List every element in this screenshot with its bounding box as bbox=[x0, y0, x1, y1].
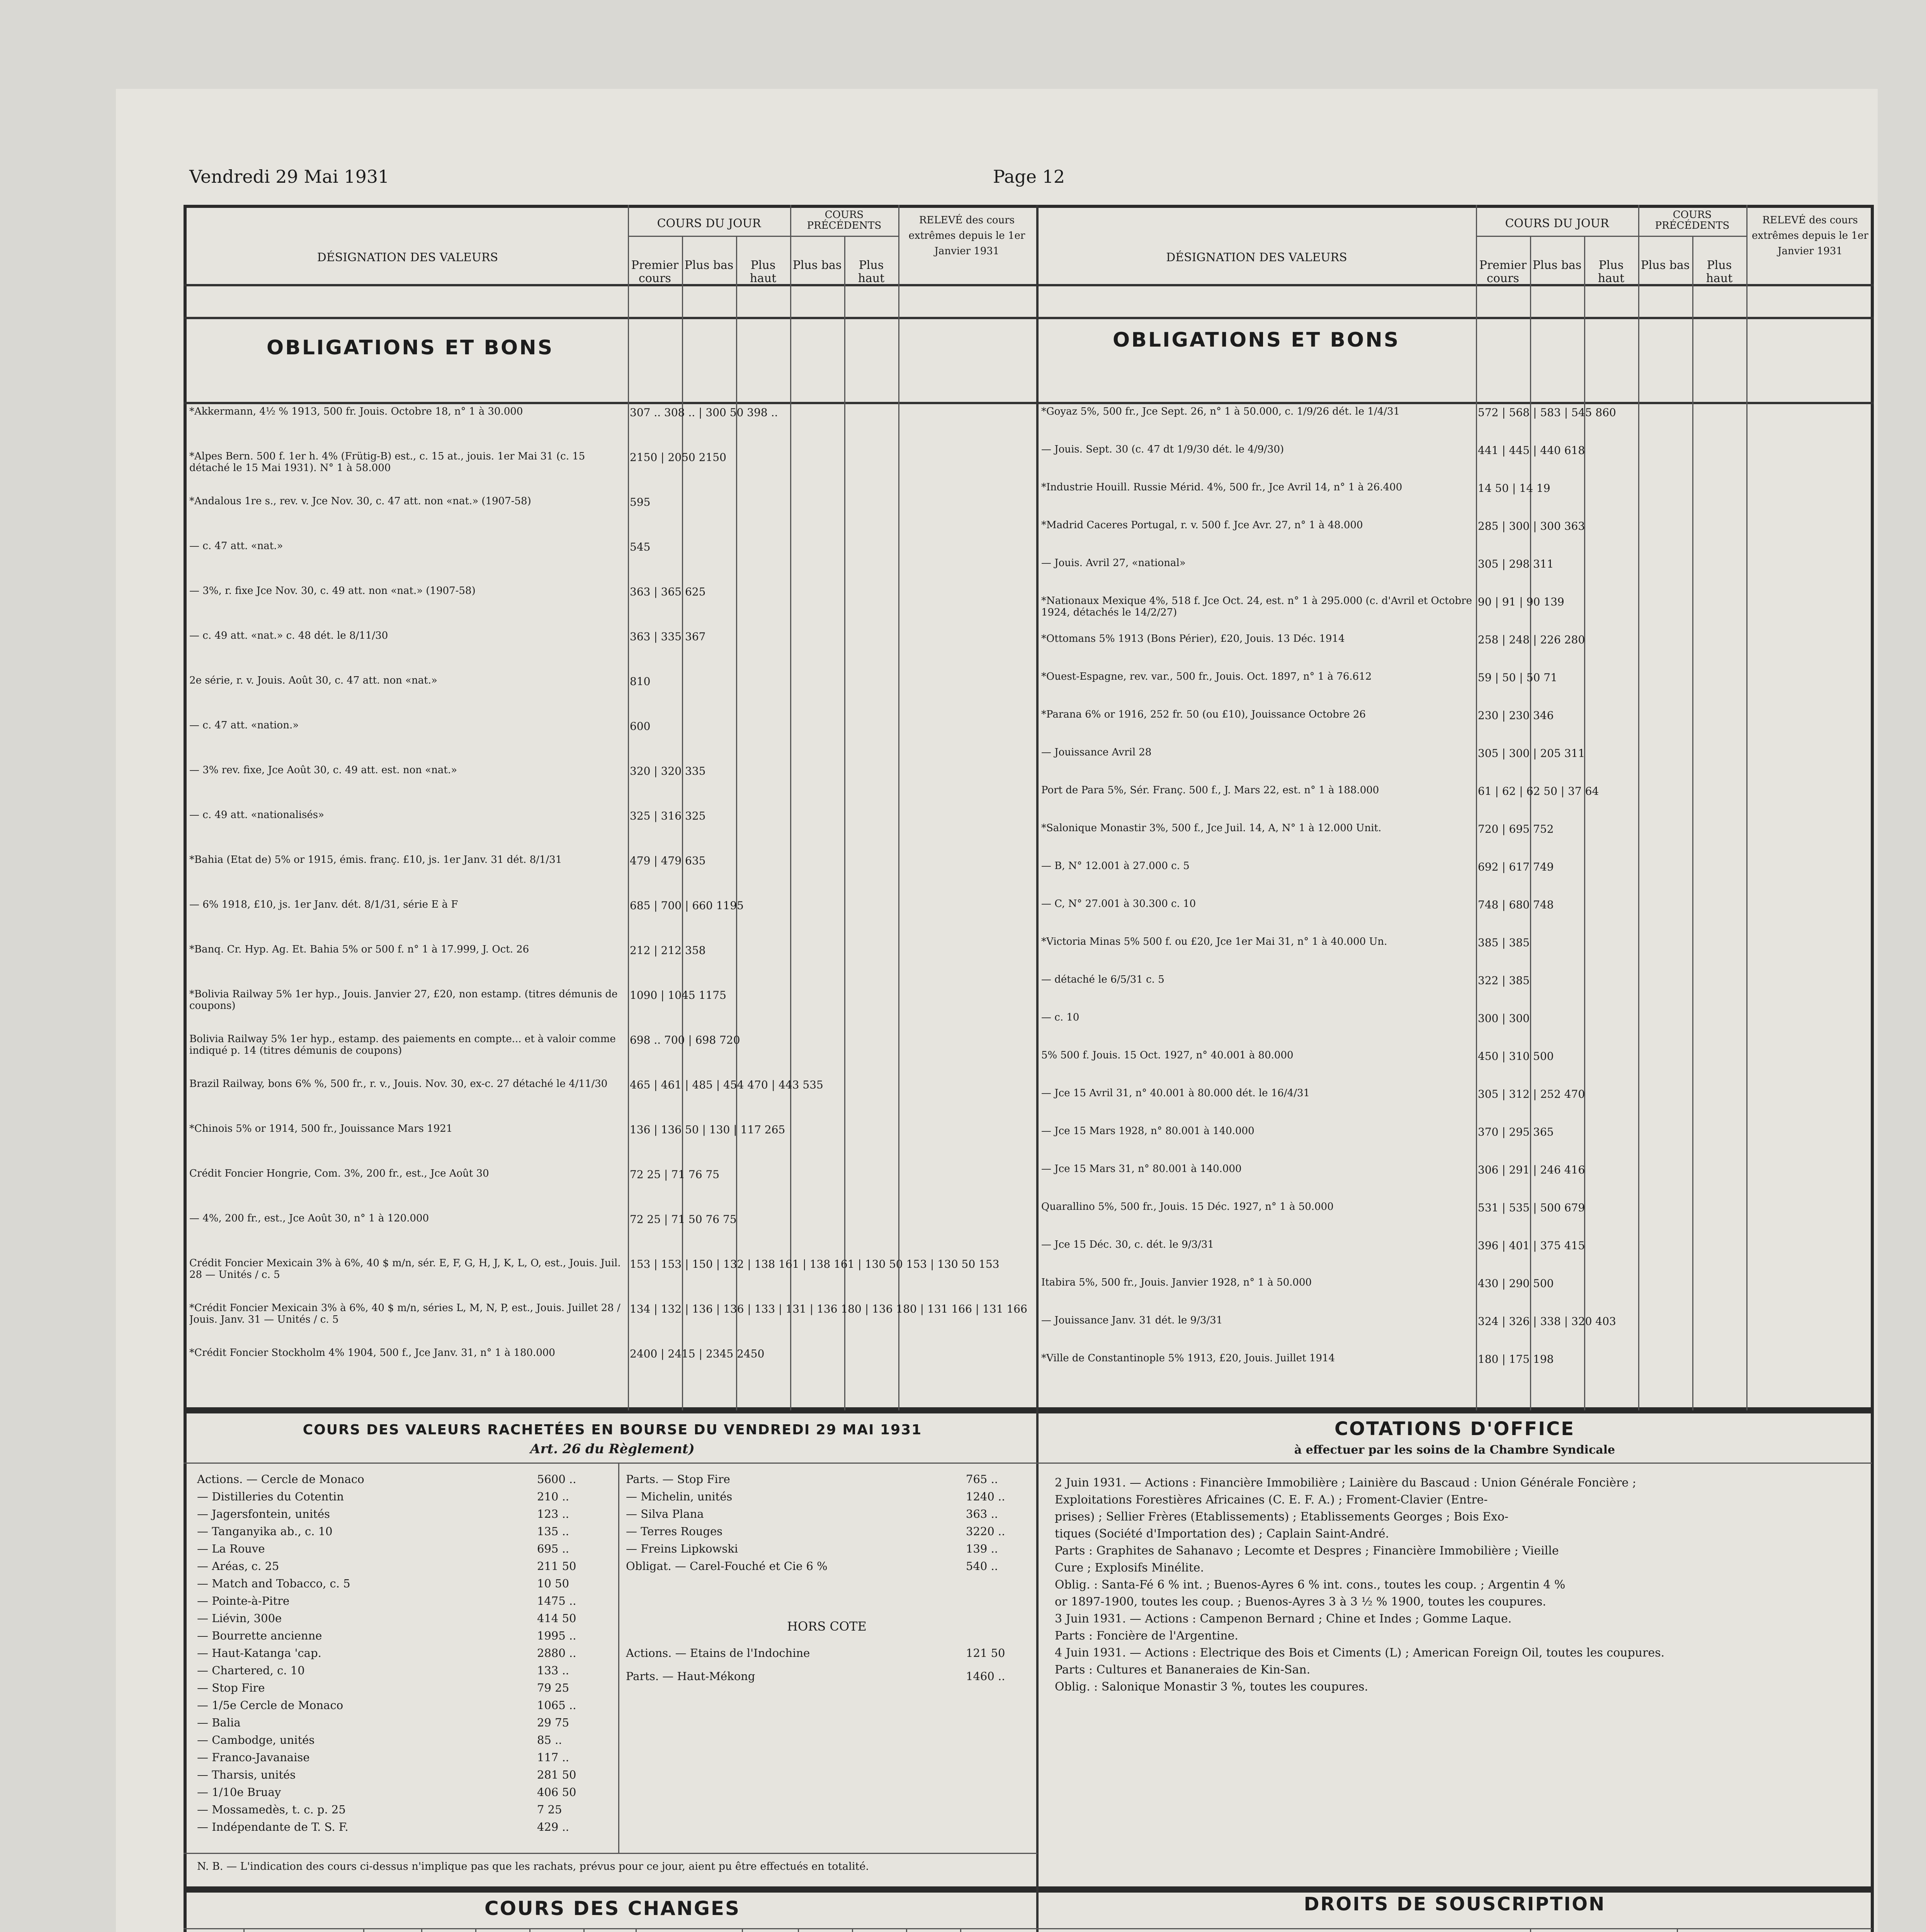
col-prec-haut-right: Plus haut bbox=[1706, 259, 1733, 285]
col-premier-right: Premier cours bbox=[1479, 259, 1527, 285]
list-item-label: Actions. — Etains de l'Indochine bbox=[626, 1646, 810, 1660]
list-item-label: — Balia bbox=[197, 1716, 241, 1729]
obligation-name: *Ville de Constantinople 5% 1913, £20, Jouis. Juillet 1914 bbox=[1041, 1352, 1335, 1364]
col-premier: Premier cours bbox=[631, 259, 679, 285]
obligation-name: — c. 47 att. «nat.» bbox=[189, 540, 283, 552]
col-prec-haut: Plus haut bbox=[858, 259, 885, 285]
list-item-label: — 1/5e Cercle de Monaco bbox=[197, 1699, 343, 1712]
obligation-values: 545 bbox=[630, 541, 651, 553]
obligation-values: 572 | 568 | 583 | 545 860 bbox=[1478, 406, 1616, 419]
list-item-value: 1240 .. bbox=[966, 1490, 1005, 1503]
obligation-name: — Jouis. Sept. 30 (c. 47 dt 1/9/30 dét. le 4/9/30) bbox=[1041, 444, 1284, 455]
office-line: 4 Juin 1931. — Actions : Electrique des Bois et Ciments (L) ; American Foreign Oil, toutes les coupures. bbox=[1055, 1646, 1665, 1660]
list-item-value: 281 50 bbox=[537, 1768, 576, 1781]
obligation-values: 59 | 50 | 50 71 bbox=[1478, 671, 1557, 684]
rule bbox=[1037, 1928, 1872, 1929]
obligation-name: — Jouissance Avril 28 bbox=[1041, 747, 1152, 758]
col-line bbox=[906, 1928, 907, 1932]
obligation-values: 307 .. 308 .. | 300 50 398 .. bbox=[630, 406, 778, 419]
obligation-name: *Madrid Caceres Portugal, r. v. 500 f. Jce Avr. 27, n° 1 à 48.000 bbox=[1041, 519, 1363, 531]
obligation-name: *Parana 6% or 1916, 252 fr. 50 (ou £10), Jouissance Octobre 26 bbox=[1041, 709, 1366, 720]
obligation-values: 258 | 248 | 226 280 bbox=[1478, 633, 1585, 646]
list-item-value: 117 .. bbox=[537, 1751, 569, 1764]
obligation-name: *Nationaux Mexique 4%, 518 f. Jce Oct. 24, est. n° 1 à 295.000 (c. d'Avril et Octobre 1924, détachés le 14/2/27) bbox=[1041, 595, 1472, 618]
list-item-value: 414 50 bbox=[537, 1612, 576, 1625]
column-divider bbox=[1036, 1410, 1039, 1889]
obligation-values: 230 | 230 346 bbox=[1478, 709, 1554, 722]
list-item-label: — La Rouve bbox=[197, 1542, 265, 1555]
obligation-values: 698 .. 700 | 698 720 bbox=[630, 1034, 740, 1046]
obligation-name: — Jouis. Avril 27, «national» bbox=[1041, 557, 1186, 569]
obligation-name: — détaché le 6/5/31 c. 5 bbox=[1041, 974, 1164, 985]
col-line bbox=[636, 1928, 637, 1932]
col-line bbox=[1677, 1928, 1678, 1932]
list-item-value: 79 25 bbox=[537, 1681, 569, 1694]
obligation-values: 305 | 298 311 bbox=[1478, 558, 1554, 570]
obligation-values: 325 | 316 325 bbox=[630, 810, 706, 822]
newspaper-page bbox=[116, 89, 1878, 1932]
rachetees-title: COURS DES VALEURS RACHETÉES EN BOURSE DU VENDREDI 29 MAI 1931 bbox=[303, 1422, 922, 1438]
obligation-values: 363 | 335 367 bbox=[630, 630, 706, 643]
obligation-name: *Akkermann, 4½ % 1913, 500 fr. Jouis. Octobre 18, n° 1 à 30.000 bbox=[189, 406, 523, 417]
col-line bbox=[243, 1928, 245, 1932]
office-line: Oblig. : Santa-Fé 6 % int. ; Buenos-Ayres 6 % int. cons., toutes les coup. ; Argentin 4 % bbox=[1055, 1578, 1566, 1592]
office-line: Parts : Graphites de Sahanavo ; Lecomte et Despres ; Financière Immobilière ; Vieille bbox=[1055, 1544, 1559, 1558]
obligation-values: 441 | 445 | 440 618 bbox=[1478, 444, 1585, 457]
page-number: Page 12 bbox=[993, 166, 1065, 187]
list-item-label: — Terres Rouges bbox=[626, 1525, 723, 1538]
obligation-values: 810 bbox=[630, 675, 651, 688]
obligation-name: *Crédit Foncier Stockholm 4% 1904, 500 f., Jce Janv. 31, n° 1 à 180.000 bbox=[189, 1347, 555, 1359]
office-line: tiques (Société d'Importation des) ; Caplain Saint-André. bbox=[1055, 1527, 1389, 1541]
page-date: Vendredi 29 Mai 1931 bbox=[189, 166, 389, 187]
col-designation: DÉSIGNATION DES VALEURS bbox=[317, 251, 498, 264]
obligation-values: 396 | 401 | 375 415 bbox=[1478, 1239, 1585, 1252]
obligation-name: — Jce 15 Avril 31, n° 40.001 à 80.000 dét. le 16/4/31 bbox=[1041, 1087, 1310, 1099]
left-obligations-list bbox=[189, 406, 1034, 1406]
obligation-name: *Banq. Cr. Hyp. Ag. Et. Bahia 5% or 500 f. n° 1 à 17.999, J. Oct. 26 bbox=[189, 944, 529, 955]
list-item-label: — Franco-Javanaise bbox=[197, 1751, 310, 1764]
list-item-label: Obligat. — Carel-Fouché et Cie 6 % bbox=[626, 1560, 828, 1573]
obligation-name: Crédit Foncier Hongrie, Com. 3%, 200 fr., est., Jce Août 30 bbox=[189, 1168, 489, 1179]
col-line bbox=[628, 236, 898, 237]
list-item-label: — Tanganyika ab., c. 10 bbox=[197, 1525, 333, 1538]
obligation-values: 720 | 695 752 bbox=[1478, 823, 1554, 835]
list-item-value: 765 .. bbox=[966, 1473, 998, 1486]
obligation-values: 322 | 385 bbox=[1478, 974, 1530, 987]
list-item-value: 3220 .. bbox=[966, 1525, 1005, 1538]
col-line bbox=[529, 1928, 530, 1932]
office-line: Oblig. : Salonique Monastir 3 %, toutes les coupures. bbox=[1055, 1680, 1368, 1694]
list-item-label: Actions. — Cercle de Monaco bbox=[197, 1473, 364, 1486]
office-line: 2 Juin 1931. — Actions : Financière Immobilière ; Lainière du Bascaud : Union Générale Foncière ; bbox=[1055, 1476, 1636, 1490]
office-line: or 1897-1900, toutes les coup. ; Buenos-Ayres 3 à 3 ½ % 1900, toutes les coupures. bbox=[1055, 1595, 1546, 1609]
obligation-values: 306 | 291 | 246 416 bbox=[1478, 1163, 1585, 1176]
list-item-label: — Distilleries du Cotentin bbox=[197, 1490, 344, 1503]
obligation-values: 430 | 290 500 bbox=[1478, 1277, 1554, 1290]
list-item-value: 211 50 bbox=[537, 1560, 576, 1573]
obligation-name: — 3% rev. fixe, Jce Août 30, c. 49 att. est. non «nat.» bbox=[189, 764, 457, 776]
list-item-value: 135 .. bbox=[537, 1525, 569, 1538]
list-item-label: — Stop Fire bbox=[197, 1681, 265, 1694]
obligation-name: 2e série, r. v. Jouis. Août 30, c. 47 att. non «nat.» bbox=[189, 675, 437, 686]
obligation-values: 324 | 326 | 338 | 320 403 bbox=[1478, 1315, 1616, 1328]
obligation-name: — Jce 15 Déc. 30, c. dét. le 9/3/31 bbox=[1041, 1239, 1214, 1250]
list-item-label: — Liévin, 300e bbox=[197, 1612, 282, 1625]
col-line bbox=[960, 1928, 961, 1932]
list-item-value: 406 50 bbox=[537, 1786, 576, 1799]
office-line: 3 Juin 1931. — Actions : Campenon Bernard ; Chine et Indes ; Gomme Laque. bbox=[1055, 1612, 1512, 1626]
obligation-values: 479 | 479 635 bbox=[630, 854, 706, 867]
col-line bbox=[475, 1928, 476, 1932]
obligation-name: *Industrie Houill. Russie Mérid. 4%, 500 fr., Jce Avril 14, n° 1 à 26.400 bbox=[1041, 481, 1402, 493]
list-item-value: 121 50 bbox=[966, 1646, 1005, 1660]
obligation-values: 370 | 295 365 bbox=[1478, 1126, 1554, 1138]
office-subtitle: à effectuer par les soins de la Chambre Syndicale bbox=[1294, 1443, 1615, 1457]
list-item-value: 429 .. bbox=[537, 1820, 569, 1833]
obligation-name: *Ouest-Espagne, rev. var., 500 fr., Jouis. Oct. 1897, n° 1 à 76.612 bbox=[1041, 671, 1372, 682]
list-item-value: 540 .. bbox=[966, 1560, 998, 1573]
list-item-value: 85 .. bbox=[537, 1733, 562, 1747]
obligation-values: 320 | 320 335 bbox=[630, 765, 706, 777]
list-item-value: 139 .. bbox=[966, 1542, 998, 1555]
col-bas-right: Plus bas bbox=[1532, 259, 1582, 272]
col-line bbox=[421, 1928, 422, 1932]
obligation-values: 363 | 365 625 bbox=[630, 585, 706, 598]
obligation-values: 600 bbox=[630, 720, 651, 733]
souscription-title: DROITS DE SOUSCRIPTION bbox=[1304, 1893, 1606, 1915]
rule bbox=[184, 1463, 1037, 1464]
obligation-name: Bolivia Railway 5% 1er hyp., estamp. des paiements en compte... et à valoir comme indiqué p. 14 (titres démunis de coupons) bbox=[189, 1033, 616, 1056]
obligation-values: 153 | 153 | 150 | 132 | 138 161 | 138 161 | 130 50 153 | 130 50 153 bbox=[630, 1258, 1000, 1270]
obligation-name: Crédit Foncier Mexicain 3% à 6%, 40 $ m/n, sér. E, F, G, H, J, K, L, O, est., Jouis. Juil. 28 — Unités / c. 5 bbox=[189, 1257, 621, 1281]
list-item-label: — Cambodge, unités bbox=[197, 1733, 315, 1747]
list-item-value: 363 .. bbox=[966, 1507, 998, 1520]
office-line: Cure ; Explosifs Minélite. bbox=[1055, 1561, 1204, 1575]
list-item-value: 123 .. bbox=[537, 1507, 569, 1520]
list-item-label: — Aréas, c. 25 bbox=[197, 1560, 279, 1573]
list-item-value: 29 75 bbox=[537, 1716, 569, 1729]
obligation-name: *Alpes Bern. 500 f. 1er h. 4% (Frütig-B) est., c. 15 at., jouis. 1er Mai 31 (c. 15 détaché le 15 Mai 1931). N° 1 à 58.000 bbox=[189, 451, 585, 474]
obligation-values: 2150 | 2050 2150 bbox=[630, 451, 726, 464]
obligation-name: — Jce 15 Mars 31, n° 80.001 à 140.000 bbox=[1041, 1163, 1242, 1175]
obligation-name: *Goyaz 5%, 500 fr., Jce Sept. 26, n° 1 à 50.000, c. 1/9/26 dét. le 1/4/31 bbox=[1041, 406, 1400, 417]
obligation-values: 212 | 212 358 bbox=[630, 944, 706, 957]
obligation-values: 90 | 91 | 90 139 bbox=[1478, 595, 1564, 608]
list-item-value: 695 .. bbox=[537, 1542, 569, 1555]
obligation-name: — 4%, 200 fr., est., Jce Août 30, n° 1 à 120.000 bbox=[189, 1213, 429, 1224]
obligation-values: 748 | 680 748 bbox=[1478, 898, 1554, 911]
col-cours-du-jour-right: COURS DU JOUR bbox=[1505, 217, 1609, 230]
col-prec-bas: Plus bas bbox=[792, 259, 842, 272]
col-line bbox=[618, 1463, 619, 1853]
col-releve-right: RELEVÉ des cours extrêmes depuis le 1er Janvier 1931 bbox=[1752, 214, 1868, 257]
office-line: prises) ; Sellier Frères (Etablissements) ; Etablissements Georges ; Bois Exo- bbox=[1055, 1510, 1509, 1524]
obligation-name: *Crédit Foncier Mexicain 3% à 6%, 40 $ m/n, séries L, M, N, P, est., Jouis. Juillet 28 / Jouis. Janv. 31 — Unités / c. 5 bbox=[189, 1302, 620, 1325]
list-item-value: 7 25 bbox=[537, 1803, 562, 1816]
list-item-label: — Mossamedès, t. c. p. 25 bbox=[197, 1803, 346, 1816]
col-line bbox=[852, 1928, 853, 1932]
list-item-label: — Haut-Katanga 'cap. bbox=[197, 1646, 321, 1660]
col-line bbox=[798, 1928, 799, 1932]
obligation-values: 692 | 617 749 bbox=[1478, 861, 1554, 873]
rachetees-subtitle: Art. 26 du Règlement) bbox=[530, 1441, 695, 1457]
obligation-name: *Chinois 5% or 1914, 500 fr., Jouissance Mars 1921 bbox=[189, 1123, 453, 1134]
list-item-value: 210 .. bbox=[537, 1490, 569, 1503]
obligation-name: *Bolivia Railway 5% 1er hyp., Jouis. Janvier 27, £20, non estamp. (titres démunis de coupons) bbox=[189, 988, 618, 1012]
obligation-values: 72 25 | 71 50 76 75 bbox=[630, 1213, 737, 1226]
obligation-values: 61 | 62 | 62 50 | 37 64 bbox=[1478, 785, 1599, 798]
list-item-value: 1995 .. bbox=[537, 1629, 576, 1642]
list-item-label: — 1/10e Bruay bbox=[197, 1786, 281, 1799]
obligation-values: 595 bbox=[630, 496, 651, 509]
obligation-name: — c. 49 att. «nationalisés» bbox=[189, 809, 325, 821]
rule bbox=[1037, 1463, 1872, 1464]
obligation-name: Brazil Railway, bons 6% %, 500 fr., r. v., Jouis. Nov. 30, ex-c. 27 détaché le 4/11/30 bbox=[189, 1078, 608, 1090]
col-line bbox=[1476, 236, 1746, 237]
obligation-name: — c. 47 att. «nation.» bbox=[189, 719, 299, 731]
obligation-name: — B, N° 12.001 à 27.000 c. 5 bbox=[1041, 860, 1190, 872]
header-rule bbox=[184, 317, 1874, 319]
obligation-values: 2400 | 2415 | 2345 2450 bbox=[630, 1347, 765, 1360]
col-line bbox=[363, 1928, 364, 1932]
list-item-label: — Chartered, c. 10 bbox=[197, 1664, 305, 1677]
rule bbox=[184, 1853, 1037, 1854]
obligation-name: *Victoria Minas 5% 500 f. ou £20, Jce 1er Mai 31, n° 1 à 40.000 Un. bbox=[1041, 936, 1387, 947]
rachetees-note: N. B. — L'indication des cours ci-dessus n'implique pas que les rachats, prévus pour ce jour, aient pu être effectués en totalité. bbox=[197, 1861, 869, 1872]
obligation-name: *Bahia (Etat de) 5% or 1915, émis. franç. £10, js. 1er Janv. 31 dét. 8/1/31 bbox=[189, 854, 562, 866]
office-line: Exploitations Forestières Africaines (C. E. F. A.) ; Froment-Clavier (Entre- bbox=[1055, 1493, 1488, 1507]
col-releve: RELEVÉ des cours extrêmes depuis le 1er Janvier 1931 bbox=[908, 214, 1025, 257]
rule bbox=[184, 1928, 1037, 1929]
list-item-value: 133 .. bbox=[537, 1664, 569, 1677]
list-item-value: 1460 .. bbox=[966, 1670, 1005, 1683]
obligation-name: — Jce 15 Mars 1928, n° 80.001 à 140.000 bbox=[1041, 1125, 1255, 1137]
obligation-name: — c. 10 bbox=[1041, 1012, 1079, 1023]
obligation-values: 180 | 175 198 bbox=[1478, 1353, 1554, 1366]
list-item-value: 2880 .. bbox=[537, 1646, 576, 1660]
obligation-name: — 6% 1918, £10, js. 1er Janv. dét. 8/1/31, série E à F bbox=[189, 899, 458, 910]
obligation-values: 450 | 310 500 bbox=[1478, 1050, 1554, 1063]
list-item-label: — Jagersfontein, unités bbox=[197, 1507, 330, 1520]
col-cours-du-jour: COURS DU JOUR bbox=[657, 217, 761, 230]
col-designation-right: DÉSIGNATION DES VALEURS bbox=[1166, 251, 1347, 264]
col-haut-right: Plus haut bbox=[1598, 259, 1625, 285]
list-item-value: 1065 .. bbox=[537, 1699, 576, 1712]
obligations-title-left: OBLIGATIONS ET BONS bbox=[267, 336, 554, 359]
col-line bbox=[1530, 1928, 1531, 1932]
list-item-label: — Silva Plana bbox=[626, 1507, 704, 1520]
obligation-values: 531 | 535 | 500 679 bbox=[1478, 1201, 1585, 1214]
column-divider bbox=[1036, 1889, 1039, 1932]
obligation-values: 385 | 385 bbox=[1478, 936, 1530, 949]
office-title: COTATIONS D'OFFICE bbox=[1334, 1418, 1575, 1440]
col-cours-precedents: COURS PRÉCÉDENTS bbox=[807, 209, 882, 231]
obligation-values: 305 | 300 | 205 311 bbox=[1478, 747, 1585, 760]
obligation-name: — 3%, r. fixe Jce Nov. 30, c. 49 att. non «nat.» (1907-58) bbox=[189, 585, 476, 597]
obligation-name: Port de Para 5%, Sér. Franç. 500 f., J. Mars 22, est. n° 1 à 188.000 bbox=[1041, 784, 1379, 796]
list-item-label: — Freins Lipkowski bbox=[626, 1542, 738, 1555]
obligation-values: 72 25 | 71 76 75 bbox=[630, 1168, 720, 1181]
obligations-title-right: OBLIGATIONS ET BONS bbox=[1113, 328, 1400, 352]
obligation-values: 465 | 461 | 485 | 454 470 | 443 535 bbox=[630, 1078, 823, 1091]
changes-title: COURS DES CHANGES bbox=[484, 1897, 741, 1920]
col-prec-bas-right: Plus bas bbox=[1640, 259, 1690, 272]
obligation-name: — c. 49 att. «nat.» c. 48 dét. le 8/11/30 bbox=[189, 630, 388, 641]
list-item-value: 1475 .. bbox=[537, 1594, 576, 1607]
obligation-values: 14 50 | 14 19 bbox=[1478, 482, 1550, 495]
list-item-label: — Bourrette ancienne bbox=[197, 1629, 322, 1642]
list-item-value: 5600 .. bbox=[537, 1473, 576, 1486]
list-item-label: Parts. — Stop Fire bbox=[626, 1473, 730, 1486]
obligation-name: *Salonique Monastir 3%, 500 f., Jce Juil. 14, A, N° 1 à 12.000 Unit. bbox=[1041, 822, 1382, 834]
office-line: Parts : Foncière de l'Argentine. bbox=[1055, 1629, 1238, 1643]
list-item-label: — Match and Tobacco, c. 5 bbox=[197, 1577, 350, 1590]
right-obligations-list bbox=[1041, 406, 1872, 1406]
list-item-label: — Pointe-à-Pitre bbox=[197, 1594, 290, 1607]
hors-cote-title: HORS COTE bbox=[787, 1619, 867, 1634]
obligation-name: *Andalous 1re s., rev. v. Jce Nov. 30, c. 47 att. non «nat.» (1907-58) bbox=[189, 495, 531, 507]
list-item-label: Parts. — Haut-Mékong bbox=[626, 1670, 755, 1683]
obligation-name: Quarallino 5%, 500 fr., Jouis. 15 Déc. 1927, n° 1 à 50.000 bbox=[1041, 1201, 1334, 1213]
header-rule bbox=[184, 402, 1874, 404]
list-item-value: 10 50 bbox=[537, 1577, 569, 1590]
col-line bbox=[742, 1928, 743, 1932]
col-line bbox=[583, 1928, 585, 1932]
obligation-name: *Ottomans 5% 1913 (Bons Périer), £20, Jouis. 13 Déc. 1914 bbox=[1041, 633, 1345, 645]
obligation-values: 305 | 312 | 252 470 bbox=[1478, 1088, 1585, 1100]
col-cours-precedents-right: COURS PRÉCÉDENTS bbox=[1655, 209, 1730, 231]
obligation-values: 685 | 700 | 660 1195 bbox=[630, 899, 744, 912]
obligation-values: 134 | 132 | 136 | 136 | 133 | 131 | 136 180 | 136 180 | 131 166 | 131 166 bbox=[630, 1303, 1027, 1315]
obligation-values: 136 | 136 50 | 130 | 117 265 bbox=[630, 1123, 785, 1136]
office-line: Parts : Cultures et Bananeraies de Kin-San. bbox=[1055, 1663, 1311, 1677]
obligation-values: 300 | 300 bbox=[1478, 1012, 1530, 1025]
col-haut: Plus haut bbox=[750, 259, 777, 285]
obligation-name: — C, N° 27.001 à 30.300 c. 10 bbox=[1041, 898, 1196, 910]
obligation-values: 285 | 300 | 300 363 bbox=[1478, 520, 1585, 532]
column-divider bbox=[1036, 205, 1039, 1410]
obligation-name: 5% 500 f. Jouis. 15 Oct. 1927, n° 40.001 à 80.000 bbox=[1041, 1049, 1294, 1061]
obligation-values: 1090 | 1045 1175 bbox=[630, 989, 726, 1002]
list-item-label: — Michelin, unités bbox=[626, 1490, 733, 1503]
list-item-label: — Indépendante de T. S. F. bbox=[197, 1820, 348, 1833]
list-item-label: — Tharsis, unités bbox=[197, 1768, 296, 1781]
col-bas: Plus bas bbox=[684, 259, 734, 272]
obligation-name: — Jouissance Janv. 31 dét. le 9/3/31 bbox=[1041, 1315, 1223, 1326]
obligation-name: Itabira 5%, 500 fr., Jouis. Janvier 1928, n° 1 à 50.000 bbox=[1041, 1277, 1312, 1288]
